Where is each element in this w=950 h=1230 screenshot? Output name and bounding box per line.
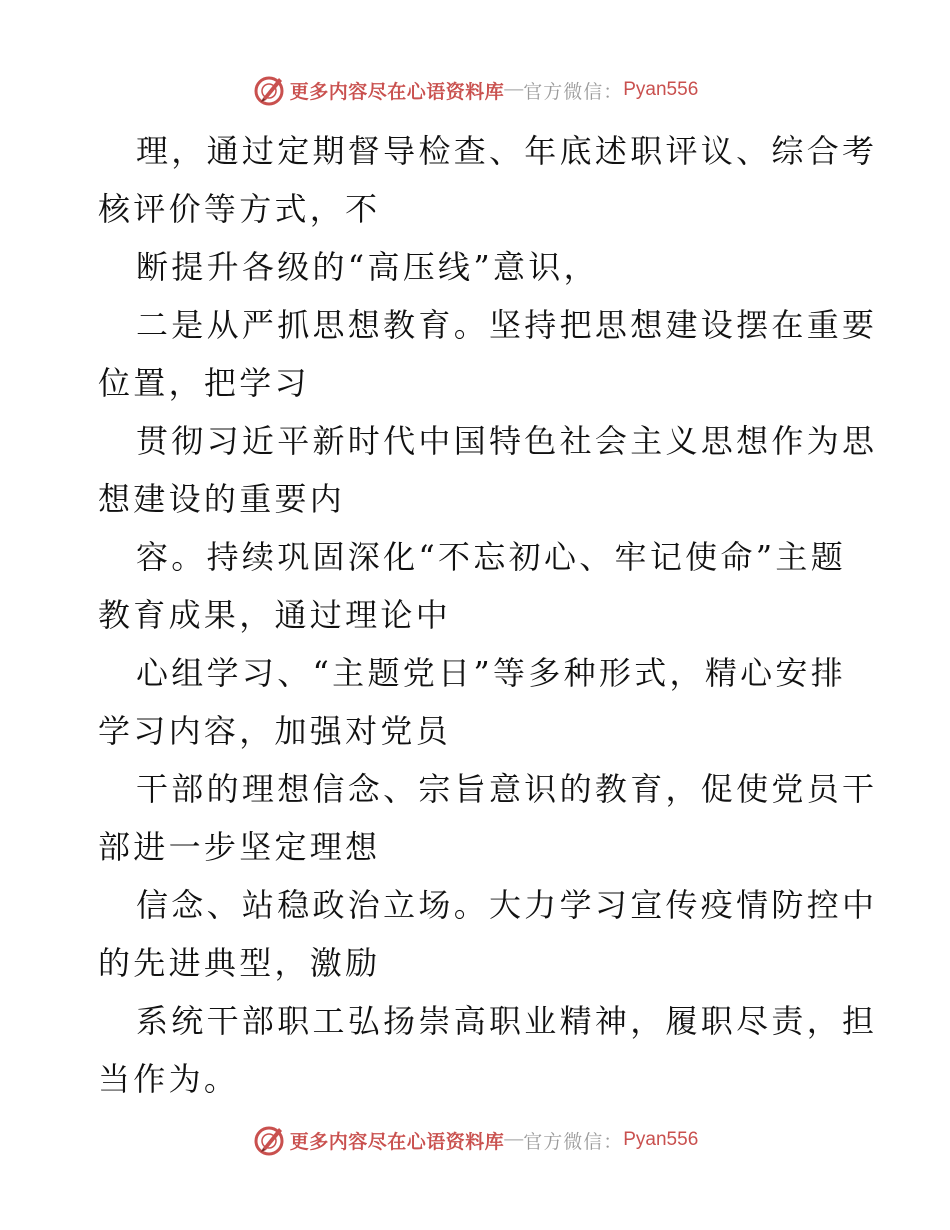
header-banner <box>0 70 950 110</box>
banner-wechat-id: Pyan556 <box>623 1129 699 1150</box>
text-line: 学习内容，加强对党员 <box>98 712 452 750</box>
text-line: 核评价等方式，不 <box>98 190 381 228</box>
pen-logo-icon <box>252 73 286 107</box>
footer-banner <box>0 1120 950 1160</box>
text-line: 二是从严抓思想教育。坚持把思想建设摆在重要 <box>136 306 878 344</box>
text-line: 教育成果，通过理论中 <box>98 596 452 634</box>
banner-brand-text: 更多内容尽在心语资料库 <box>289 1130 505 1153</box>
text-line: 系统干部职工弘扬崇高职业精神，履职尽责，担 <box>136 1002 878 1040</box>
banner-brand-text: 更多内容尽在心语资料库 <box>289 80 505 103</box>
text-line: 贯彻习近平新时代中国特色社会主义思想作为思 <box>136 422 878 460</box>
text-line: 容。持续巩固深化“不忘初心、牢记使命”主题 <box>136 538 847 576</box>
text-line: 断提升各级的“高压线”意识， <box>136 248 599 286</box>
text-line: 部进一步坚定理想 <box>98 828 381 866</box>
text-line: 的先进典型，激励 <box>98 944 381 982</box>
text-line: 想建设的重要内 <box>98 480 346 518</box>
text-line: 信念、站稳政治立场。大力学习宣传疫情防控中 <box>136 886 878 924</box>
text-line: 心组学习、“主题党日”等多种形式，精心安排 <box>136 654 847 692</box>
text-line: 理，通过定期督导检查、年底述职评议、综合考 <box>136 132 878 170</box>
text-line: 干部的理想信念、宗旨意识的教育，促使党员干 <box>136 770 878 808</box>
banner-dash: — <box>504 1129 524 1150</box>
banner-dash: — <box>504 79 524 100</box>
document-body <box>98 122 878 1108</box>
text-line: 位置，把学习 <box>98 364 310 402</box>
banner-wechat-id: Pyan556 <box>623 79 699 100</box>
pen-logo-icon <box>252 1123 286 1157</box>
banner-official-label: 官方微信： <box>523 80 624 103</box>
text-line: 当作为。 <box>98 1060 240 1098</box>
banner-official-label: 官方微信： <box>523 1130 624 1153</box>
